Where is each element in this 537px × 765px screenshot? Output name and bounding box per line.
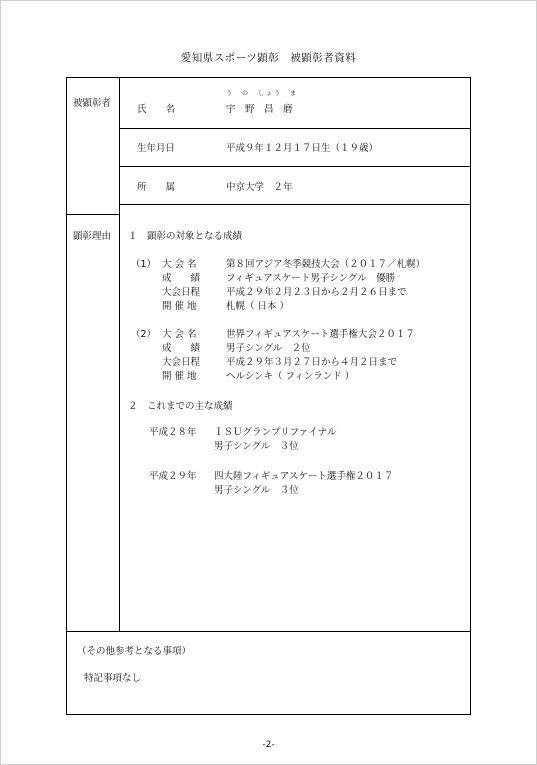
achievement-value: 平成２９年２月２３日から２月２６日まで	[226, 287, 407, 298]
other-header: （その他参考となる事項）	[77, 646, 192, 657]
achievement-value: 世界フィギュアスケート選手権大会２０１７	[226, 329, 415, 340]
past-result-year: 平成２８年	[149, 427, 197, 438]
achievement-label: 成 績	[162, 273, 201, 284]
achievement-label: 大 会 名	[162, 259, 197, 270]
section1-title: １ 顕彰の対象となる成績	[128, 231, 243, 242]
document-title: 愛知県スポーツ顕彰 被顕彰者資料	[180, 52, 357, 64]
achievement-label: 成 績	[162, 343, 201, 354]
awardee-form-table	[66, 77, 471, 715]
achievement-number: （2）	[131, 329, 157, 340]
achievement-label: 開 催 地	[162, 301, 197, 312]
row-divider	[119, 204, 470, 205]
row-divider	[119, 166, 470, 167]
row-divider	[67, 214, 119, 215]
page-number: -2-	[262, 740, 275, 750]
birth-value: 平成９年１２月１７日生（１９歳）	[226, 143, 379, 154]
name-furigana: う の しょう ま	[226, 90, 299, 97]
past-result-value: 男子シングル ３位	[214, 485, 299, 496]
awardee-header: 被顕彰者	[73, 98, 112, 109]
row-divider	[67, 631, 470, 632]
achievement-label: 大会日程	[162, 357, 201, 368]
other-value: 特記事項なし	[84, 673, 142, 684]
achievement-label: 大会日程	[162, 287, 201, 298]
name-value: 宇 野 昌 磨	[226, 104, 293, 115]
achievement-value: 札幌（ 日本 ）	[226, 301, 290, 312]
achievement-value: フィギュアスケート男子シングル 優勝	[226, 273, 396, 284]
past-result-year: 平成２９年	[149, 471, 197, 482]
birth-label: 生年月日	[137, 143, 176, 154]
section2-title: ２ これまでの主な成績	[128, 401, 233, 412]
achievement-value: ヘルシンキ（ フィンランド ）	[226, 371, 355, 382]
achievement-label: 大 会 名	[162, 329, 197, 340]
reason-header: 顕彰理由	[73, 231, 112, 242]
row-divider	[119, 128, 470, 129]
past-result-value: 男子シングル ３位	[214, 441, 299, 452]
achievement-value: 平成２９年３月２７日から４月２日まで	[226, 357, 398, 368]
name-label: 氏 名	[137, 104, 176, 115]
affiliation-value: 中京大学 ２年	[226, 182, 293, 193]
achievement-number: （1）	[131, 259, 157, 270]
past-result-event: ＩＳＵグランプリファイナル	[214, 427, 337, 438]
affiliation-label: 所 属	[137, 182, 176, 193]
achievement-label: 開 催 地	[162, 371, 197, 382]
achievement-value: 男子シングル ２位	[226, 343, 311, 354]
achievement-value: 第８回アジア冬季競技大会（２０１７／札幌）	[226, 259, 426, 270]
column-divider	[119, 78, 120, 631]
past-result-event: 四大陸フィギュアスケート選手権２０１７	[214, 471, 394, 482]
